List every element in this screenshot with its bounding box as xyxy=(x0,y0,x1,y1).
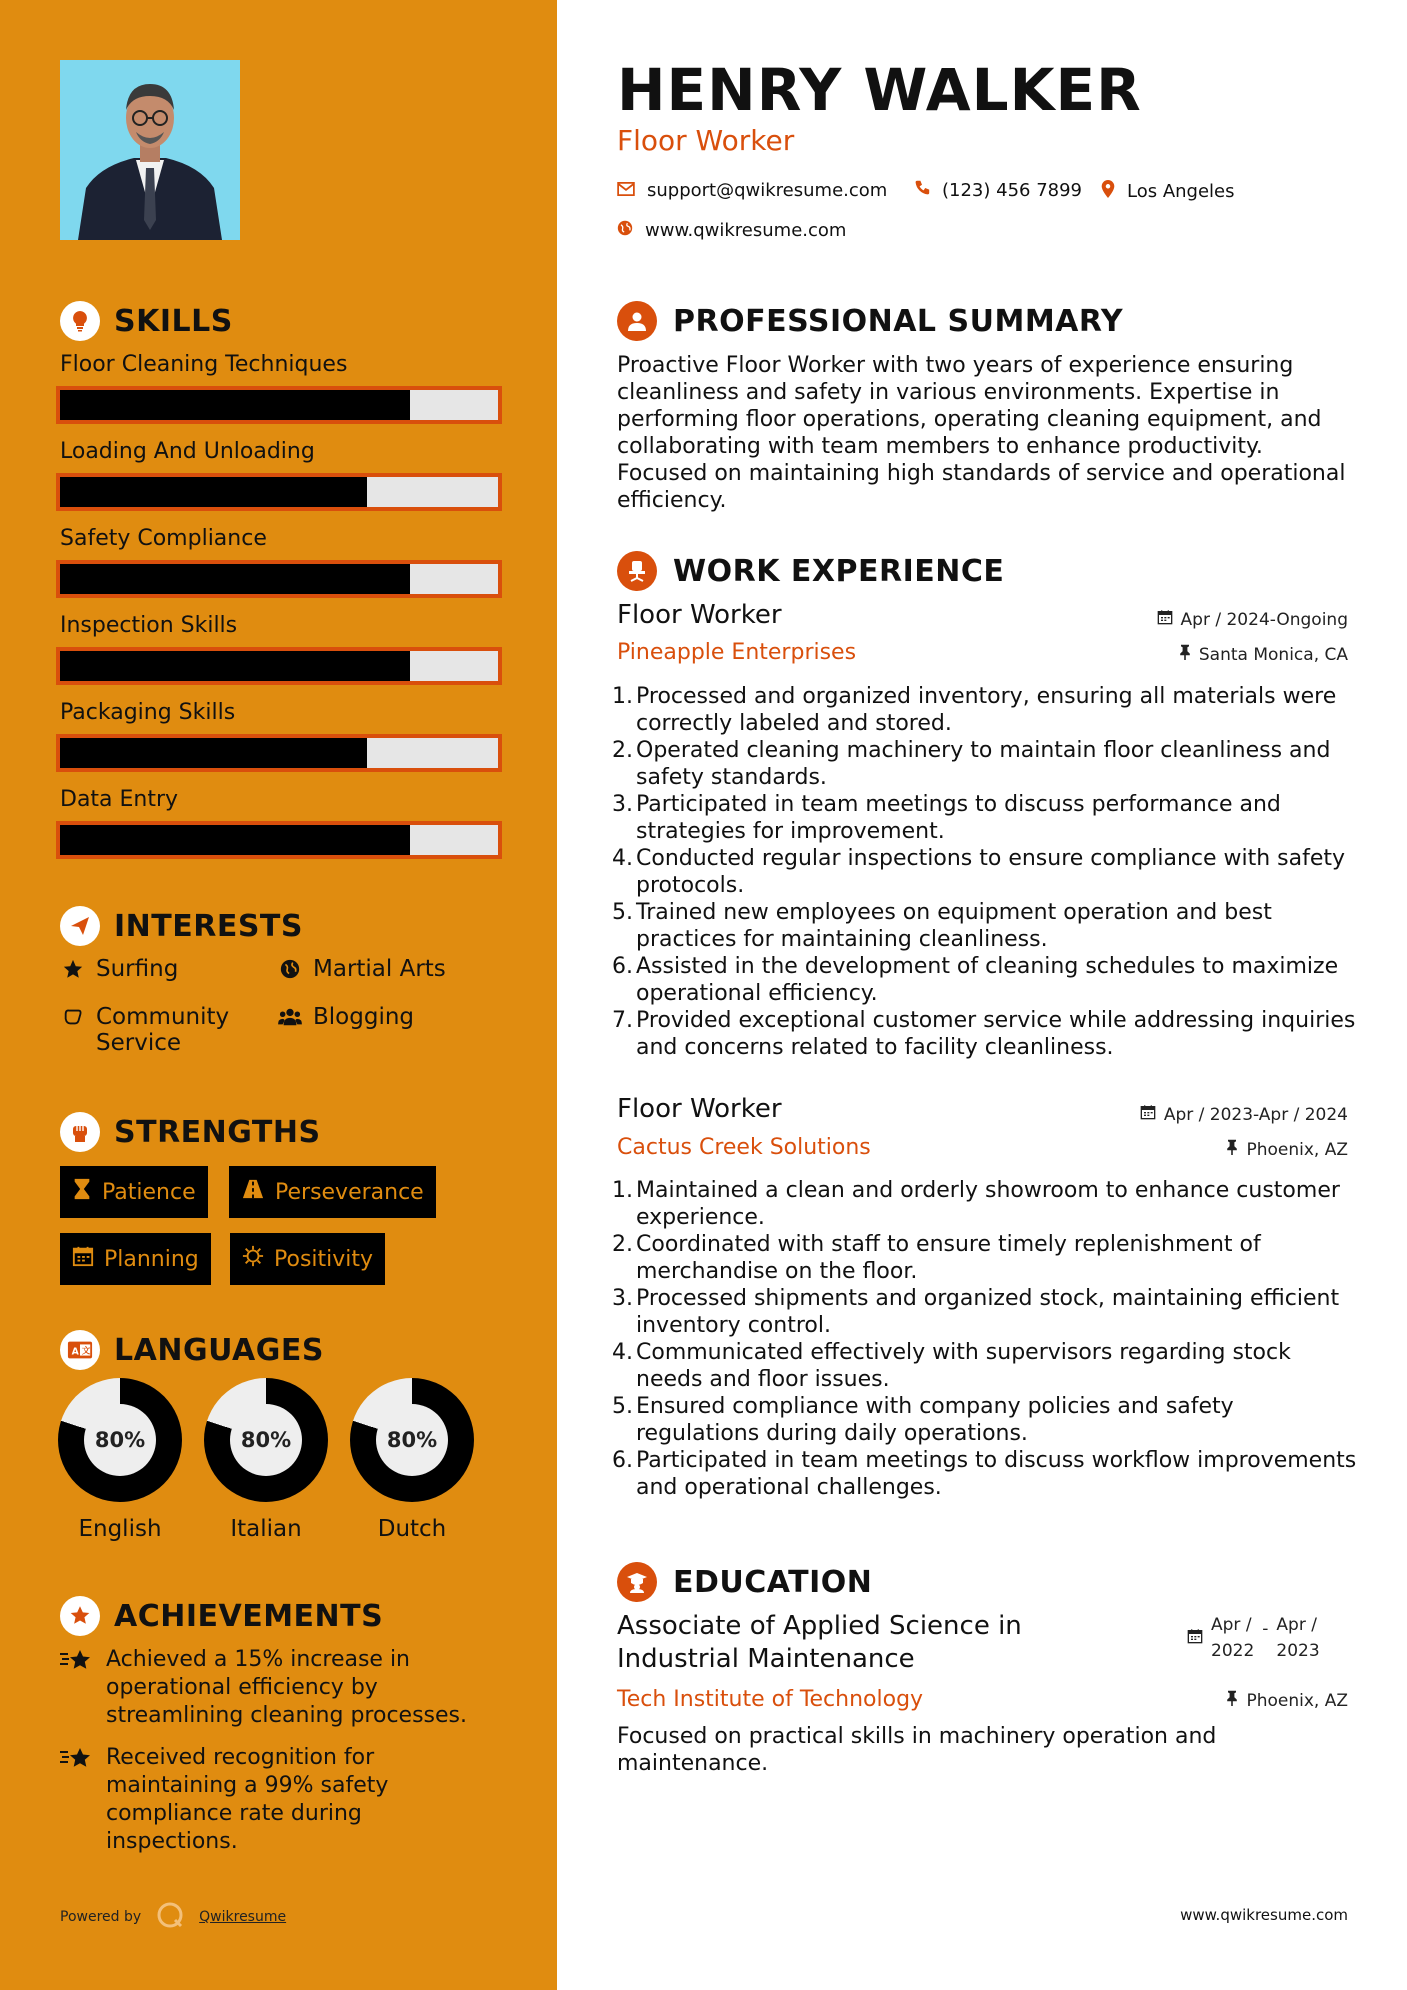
job-bullets xyxy=(612,1177,1357,1501)
education-location xyxy=(1226,1690,1348,1711)
skill-label: Floor Cleaning Techniques xyxy=(60,352,348,377)
strengths-header xyxy=(60,1112,321,1152)
job-location xyxy=(1226,1139,1348,1160)
languages-header xyxy=(60,1330,324,1370)
language-item xyxy=(204,1378,328,1542)
job-dates-text: Apr / 2024-Ongoing xyxy=(1180,609,1348,630)
experience-title: WORK EXPERIENCE xyxy=(673,553,1005,589)
sidebar xyxy=(0,0,557,1990)
list-item: 3. Processed shipments and organized stock, maintaining efficient inventory control. xyxy=(612,1286,1340,1338)
interest-label: Blogging xyxy=(313,1004,415,1030)
job-location xyxy=(1179,644,1348,665)
language-item xyxy=(58,1378,182,1542)
end-month: Apr / xyxy=(1276,1615,1317,1635)
skill-bar-fill xyxy=(60,825,410,855)
skill-label: Packaging Skills xyxy=(60,700,236,725)
list-item: 7. Provided exceptional customer service while addressing inquiries and concerns related to facility cleanliness. xyxy=(612,1008,1356,1060)
calendar-icon xyxy=(72,1245,94,1273)
achievement-item xyxy=(60,1646,500,1730)
job-title: Floor Worker xyxy=(617,1094,782,1124)
skill-label: Safety Compliance xyxy=(60,526,267,551)
summary-text: Proactive Floor Worker with two years of experience ensuring cleanliness and safety in various environments. Expertise in performing floor operations, operating cleaning equipment, and collaborating with team members to enhance productivity. Focused on maintaining high standards of service and operational efficiency. xyxy=(617,353,1346,513)
education-end xyxy=(1276,1612,1319,1664)
candidate-name: HENRY WALKER xyxy=(617,56,1142,124)
skill-label: Inspection Skills xyxy=(60,613,238,638)
phone-icon xyxy=(914,180,930,201)
interests-header xyxy=(60,906,303,946)
lightbulb-icon xyxy=(60,301,100,341)
contact-location xyxy=(1101,180,1235,203)
job-location-text: Phoenix, AZ xyxy=(1246,1139,1348,1160)
phone-text: (123) 456 7899 xyxy=(942,180,1083,201)
achievement-text: Achieved a 15% increase in operational efficiency by streamlining cleaning processes. xyxy=(106,1647,467,1728)
qwikresume-link[interactable]: Qwikresume xyxy=(199,1909,287,1925)
qwikresume-logo-icon xyxy=(155,1900,185,1934)
education-header xyxy=(617,1562,872,1602)
skill-bar xyxy=(56,560,502,598)
skill-bar-fill xyxy=(60,738,367,768)
skill-bar-fill xyxy=(60,477,367,507)
envelope-icon xyxy=(617,180,635,201)
strength-label: Positivity xyxy=(274,1246,374,1272)
language-name: English xyxy=(78,1516,162,1542)
strength-label: Patience xyxy=(102,1179,196,1205)
skills-title: SKILLS xyxy=(114,303,233,339)
trophy-star-icon xyxy=(60,1744,94,1856)
list-item: 6. Assisted in the development of cleaning schedules to maximize operational efficiency. xyxy=(612,954,1339,1006)
strengths-title: STRENGTHS xyxy=(114,1114,321,1150)
skill-bar xyxy=(56,734,502,772)
skill-bar xyxy=(56,473,502,511)
strength-badge xyxy=(230,1233,385,1285)
language-progress-ring xyxy=(350,1378,474,1502)
strength-badge xyxy=(229,1166,436,1218)
languages-title: LANGUAGES xyxy=(114,1332,324,1368)
language-percent: 80% xyxy=(84,1404,156,1476)
experience-header xyxy=(617,551,1004,591)
strength-label: Planning xyxy=(104,1246,199,1272)
end-year: 2023 xyxy=(1276,1641,1320,1661)
svg-text:文: 文 xyxy=(81,1345,91,1356)
list-item: 5. Trained new employees on equipment operation and best practices for maintaining cleanliness. xyxy=(612,900,1272,952)
achievement-text: Received recognition for maintaining a 99% safety compliance rate during inspections. xyxy=(106,1745,389,1854)
school-name: Tech Institute of Technology xyxy=(617,1687,924,1712)
trophy-star-icon xyxy=(60,1646,94,1730)
list-item: 6. Participated in team meetings to discuss workflow improvements and operational challenges. xyxy=(612,1448,1357,1500)
interest-item xyxy=(60,1004,260,1056)
candidate-role: Floor Worker xyxy=(617,124,795,157)
interest-label: Martial Arts xyxy=(313,956,446,982)
office-chair-icon xyxy=(617,551,657,591)
list-item: 2. Coordinated with staff to ensure timely replenishment of merchandise on the floor. xyxy=(612,1232,1261,1284)
skill-label: Data Entry xyxy=(60,787,179,812)
skill-bar-fill xyxy=(60,390,410,420)
skill-bar-fill xyxy=(60,564,410,594)
skill-bar xyxy=(56,386,502,424)
users-icon xyxy=(277,1004,303,1028)
skill-bar-fill xyxy=(60,651,410,681)
education-title: EDUCATION xyxy=(673,1564,873,1600)
skill-bar xyxy=(56,821,502,859)
list-item: 4. Conducted regular inspections to ensure compliance with safety protocols. xyxy=(612,846,1346,898)
hand-icon xyxy=(60,1004,86,1028)
strength-badge xyxy=(60,1166,208,1218)
start-year: 2022 xyxy=(1211,1641,1255,1661)
fist-icon xyxy=(60,1112,100,1152)
calendar-icon xyxy=(1187,1612,1203,1652)
powered-by xyxy=(60,1900,286,1934)
profile-photo xyxy=(60,60,240,240)
contact-email[interactable] xyxy=(617,180,887,201)
list-item: 3. Participated in team meetings to discuss performance and strategies for improvement. xyxy=(612,792,1281,844)
calendar-icon xyxy=(1140,1104,1156,1125)
achievements-header xyxy=(60,1596,383,1636)
strength-badge xyxy=(60,1233,211,1285)
road-icon xyxy=(241,1178,265,1206)
job-bullets xyxy=(612,683,1357,1061)
interest-label: Surfing xyxy=(96,956,179,982)
language-name: Italian xyxy=(230,1516,302,1542)
interest-item xyxy=(60,956,178,982)
achievement-item xyxy=(60,1744,500,1856)
education-start xyxy=(1211,1612,1254,1664)
job-dates xyxy=(1157,609,1348,630)
company-name: Cactus Creek Solutions xyxy=(617,1135,871,1160)
interests-title: INTERESTS xyxy=(114,908,303,944)
contact-phone[interactable] xyxy=(914,180,1082,201)
list-item: 1. Processed and organized inventory, ensuring all materials were correctly labeled and stored. xyxy=(612,684,1337,736)
language-percent: 80% xyxy=(230,1404,302,1476)
achievements-title: ACHIEVEMENTS xyxy=(114,1598,384,1634)
language-progress-ring xyxy=(204,1378,328,1502)
skills-header xyxy=(60,301,233,341)
list-item: 5. Ensured compliance with company policies and safety regulations during daily operations. xyxy=(612,1394,1234,1446)
summary-header xyxy=(617,301,1123,341)
hourglass-icon xyxy=(72,1178,92,1206)
job-dates-text: Apr / 2023-Apr / 2024 xyxy=(1163,1104,1348,1125)
sun-icon xyxy=(242,1245,264,1273)
email-text: support@qwikresume.com xyxy=(647,180,888,201)
globe-icon xyxy=(617,220,633,241)
job-title: Floor Worker xyxy=(617,600,782,630)
contact-website[interactable] xyxy=(617,220,846,241)
star-icon xyxy=(60,956,86,980)
education-description: Focused on practical skills in machinery operation and maintenance. xyxy=(617,1724,1217,1776)
start-month: Apr / xyxy=(1211,1615,1252,1635)
language-icon xyxy=(60,1330,100,1370)
date-separator: - xyxy=(1262,1619,1269,1639)
job-dates xyxy=(1140,1104,1348,1125)
interest-item xyxy=(277,956,446,982)
degree-title: Associate of Applied Science in Industrial Maintenance xyxy=(617,1611,1022,1674)
strength-label: Perseverance xyxy=(275,1179,424,1205)
education-dates xyxy=(1187,1612,1320,1664)
education-location-text: Phoenix, AZ xyxy=(1246,1690,1348,1711)
award-star-icon xyxy=(60,1596,100,1636)
job-location-text: Santa Monica, CA xyxy=(1198,644,1348,665)
summary-title: PROFESSIONAL SUMMARY xyxy=(673,303,1124,339)
skill-label: Loading And Unloading xyxy=(60,439,315,464)
skill-bar xyxy=(56,647,502,685)
website-text: www.qwikresume.com xyxy=(645,220,847,241)
pushpin-icon xyxy=(1226,1690,1238,1711)
company-name: Pineapple Enterprises xyxy=(617,640,857,665)
calendar-icon xyxy=(1157,609,1173,630)
user-icon xyxy=(617,301,657,341)
pushpin-icon xyxy=(1226,1139,1238,1160)
globe-icon xyxy=(277,956,303,980)
list-item: 1. Maintained a clean and orderly showroom to enhance customer experience. xyxy=(612,1178,1340,1230)
language-percent: 80% xyxy=(376,1404,448,1476)
interest-item xyxy=(277,1004,414,1030)
graduate-icon xyxy=(617,1562,657,1602)
language-item xyxy=(350,1378,474,1542)
list-item: 4. Communicated effectively with supervisors regarding stock needs and floor issues. xyxy=(612,1340,1291,1392)
powered-by-label: Powered by xyxy=(60,1909,142,1925)
footer-website[interactable]: www.qwikresume.com xyxy=(1180,1906,1348,1924)
location-text: Los Angeles xyxy=(1127,181,1235,202)
interest-label: Community Service xyxy=(96,1004,230,1056)
paper-plane-icon xyxy=(60,906,100,946)
language-name: Dutch xyxy=(377,1516,447,1542)
svg-text:A: A xyxy=(71,1346,79,1358)
language-progress-ring xyxy=(58,1378,182,1502)
pushpin-icon xyxy=(1179,644,1191,665)
list-item: 2. Operated cleaning machinery to maintain floor cleanliness and safety standards. xyxy=(612,738,1331,790)
map-pin-icon xyxy=(1101,180,1115,203)
